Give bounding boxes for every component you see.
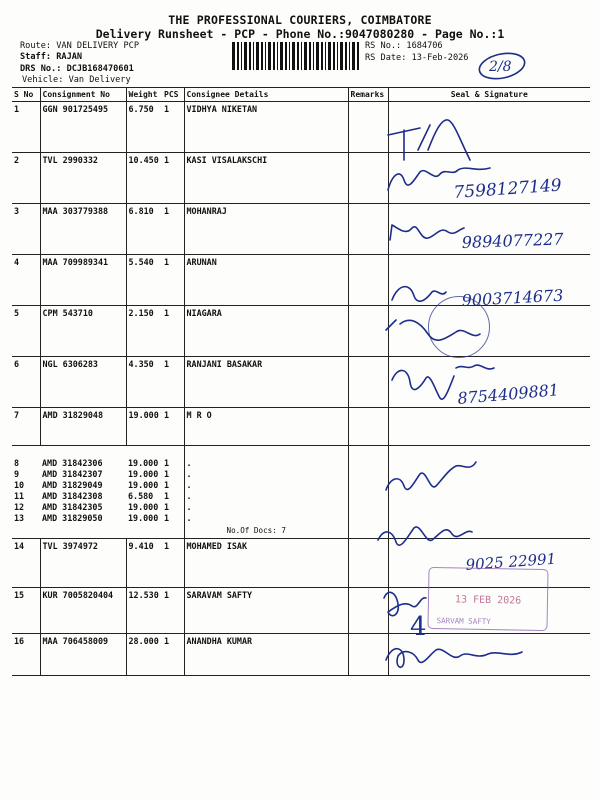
- row-remarks: [348, 408, 388, 446]
- barcode: [232, 42, 360, 70]
- row-pcs: 1: [162, 153, 184, 204]
- stamp-name: SARVAM SAFTY: [436, 616, 491, 627]
- row-consignment: MAA 706458009: [40, 634, 126, 676]
- row-signature: [388, 408, 590, 446]
- row-sno: 3: [12, 204, 40, 255]
- row-pcs: 1: [162, 539, 184, 588]
- staff-label: Staff: RAJAN: [20, 52, 83, 62]
- row-sno: 16: [12, 634, 40, 676]
- row-consignment: TVL 2990332: [40, 153, 126, 204]
- rs-number: RS No.: 1684706: [365, 41, 443, 51]
- row-weight: 6.750: [126, 102, 162, 153]
- row-consignee: M R O: [184, 408, 348, 446]
- row-signature: [388, 153, 590, 204]
- row-weight: 10.450: [126, 153, 162, 204]
- col-remarks: Remarks: [348, 88, 388, 102]
- row-sno: 2: [12, 153, 40, 204]
- stamp-date: 13 FEB 2026: [454, 594, 522, 607]
- route-label: Route: VAN DELIVERY PCP: [20, 41, 139, 51]
- row-weight: 9.410: [126, 539, 162, 588]
- row-weight: 4.350: [126, 357, 162, 408]
- row-signature: [388, 446, 590, 539]
- group-sno: 8 9 10 11 12 13: [12, 446, 40, 539]
- row-consignee: SARAVAM SAFTY: [184, 588, 348, 634]
- delivery-stamp: [427, 567, 548, 631]
- row-signature: [388, 102, 590, 153]
- no-of-docs: No.Of Docs: 7: [226, 526, 286, 535]
- row-consignment: MAA 303779388: [40, 204, 126, 255]
- phone-row-14: 9025 22991: [465, 549, 557, 574]
- row-consignee: ANANDHA KUMAR: [184, 634, 348, 676]
- table-row: [12, 306, 590, 357]
- row-consignee: MOHAMED ISAK: [184, 539, 348, 588]
- row-remarks: [348, 446, 388, 539]
- row-sno: 14: [12, 539, 40, 588]
- row-pcs: 1: [162, 634, 184, 676]
- row-consignment: CPM 543710: [40, 306, 126, 357]
- badge-text: 2/8: [489, 59, 512, 75]
- row-consignment: AMD 31829048: [40, 408, 126, 446]
- col-sno: S No: [12, 88, 40, 102]
- row-remarks: [348, 588, 388, 634]
- col-consignee: Consignee Details: [184, 88, 348, 102]
- group-weight: 19.000 19.000 19.000 6.580 19.000 19.000: [126, 446, 162, 539]
- table-row-group: [12, 446, 590, 539]
- vehicle-label: Vehicle: Van Delivery: [22, 75, 131, 85]
- row-remarks: [348, 102, 388, 153]
- row-pcs: 1: [162, 255, 184, 306]
- row-sno: 4: [12, 255, 40, 306]
- table-row: [12, 102, 590, 153]
- row-weight: 19.000: [126, 408, 162, 446]
- col-weight: Weight: [126, 88, 162, 102]
- group-consignee: . . . . . . No.Of Docs: 7: [184, 446, 348, 539]
- row-consignee: ARUNAN: [184, 255, 348, 306]
- col-consignment: Consignment No: [40, 88, 126, 102]
- row-signature: [388, 204, 590, 255]
- row-sno: 15: [12, 588, 40, 634]
- table-row: [12, 357, 590, 408]
- row-sno: 6: [12, 357, 40, 408]
- row-consignee: KASI VISALAKSCHI: [184, 153, 348, 204]
- drs-number: DRS No.: DCJB168470601: [20, 64, 134, 74]
- row-remarks: [348, 153, 388, 204]
- phone-row-5: 9003714673: [461, 285, 564, 310]
- row-sno: 7: [12, 408, 40, 446]
- table-header: [12, 88, 590, 102]
- table-row: [12, 204, 590, 255]
- company-seal: [428, 296, 490, 358]
- row-pcs: 1: [162, 306, 184, 357]
- row-pcs: 1: [162, 588, 184, 634]
- row-remarks: [348, 357, 388, 408]
- row-consignee: RANJANI BASAKAR: [184, 357, 348, 408]
- col-seal: Seal & Signature: [388, 88, 590, 102]
- table-row: [12, 153, 590, 204]
- group-pcs: 1 1 1 1 1 1: [162, 446, 184, 539]
- handwritten-badge: [476, 50, 528, 80]
- phone-row-2: 7598127149: [452, 175, 563, 203]
- table-row: [12, 408, 590, 446]
- row-sno: 1: [12, 102, 40, 153]
- row-remarks: [348, 539, 388, 588]
- row-pcs: 1: [162, 357, 184, 408]
- row-weight: 2.150: [126, 306, 162, 357]
- table-row: [12, 634, 590, 676]
- col-pcs: PCS: [162, 88, 184, 102]
- row-consignee: MOHANRAJ: [184, 204, 348, 255]
- row-signature: [388, 255, 590, 306]
- runsheet-title: Delivery Runsheet - PCP - Phone No.:9047080280 - Page No.:1: [95, 27, 505, 41]
- row-consignment: KUR 7005820404: [40, 588, 126, 634]
- row-weight: 28.000: [126, 634, 162, 676]
- row-consignee: NIAGARA: [184, 306, 348, 357]
- row-weight: 12.530: [126, 588, 162, 634]
- company-name: THE PROFESSIONAL COURIERS, COIMBATORE: [168, 13, 432, 27]
- row-signature: [388, 357, 590, 408]
- row-sno: 5: [12, 306, 40, 357]
- row-consignment: MAA 709989341: [40, 255, 126, 306]
- row-consignee: VIDHYA NIKETAN: [184, 102, 348, 153]
- row-signature: [388, 634, 590, 676]
- row-remarks: [348, 634, 388, 676]
- row-weight: 5.540: [126, 255, 162, 306]
- row-remarks: [348, 255, 388, 306]
- row-pcs: 1: [162, 102, 184, 153]
- row-pcs: 1: [162, 204, 184, 255]
- arrow-mark: 4: [410, 612, 427, 642]
- phone-row-6: 8754409881: [456, 380, 560, 408]
- table-row: [12, 255, 590, 306]
- row-pcs: 1: [162, 408, 184, 446]
- phone-row-3: 9894077227: [461, 229, 564, 252]
- row-consignment: TVL 3974972: [40, 539, 126, 588]
- row-consignment: GGN 901725495: [40, 102, 126, 153]
- row-consignment: NGL 6306283: [40, 357, 126, 408]
- rs-date: RS Date: 13-Feb-2026: [365, 53, 469, 63]
- row-remarks: [348, 204, 388, 255]
- group-consignment: AMD 31842306 AMD 31842307 AMD 31829049 AMD 31842308 AMD 31842305 AMD 31829050: [40, 446, 126, 539]
- row-remarks: [348, 306, 388, 357]
- row-weight: 6.810: [126, 204, 162, 255]
